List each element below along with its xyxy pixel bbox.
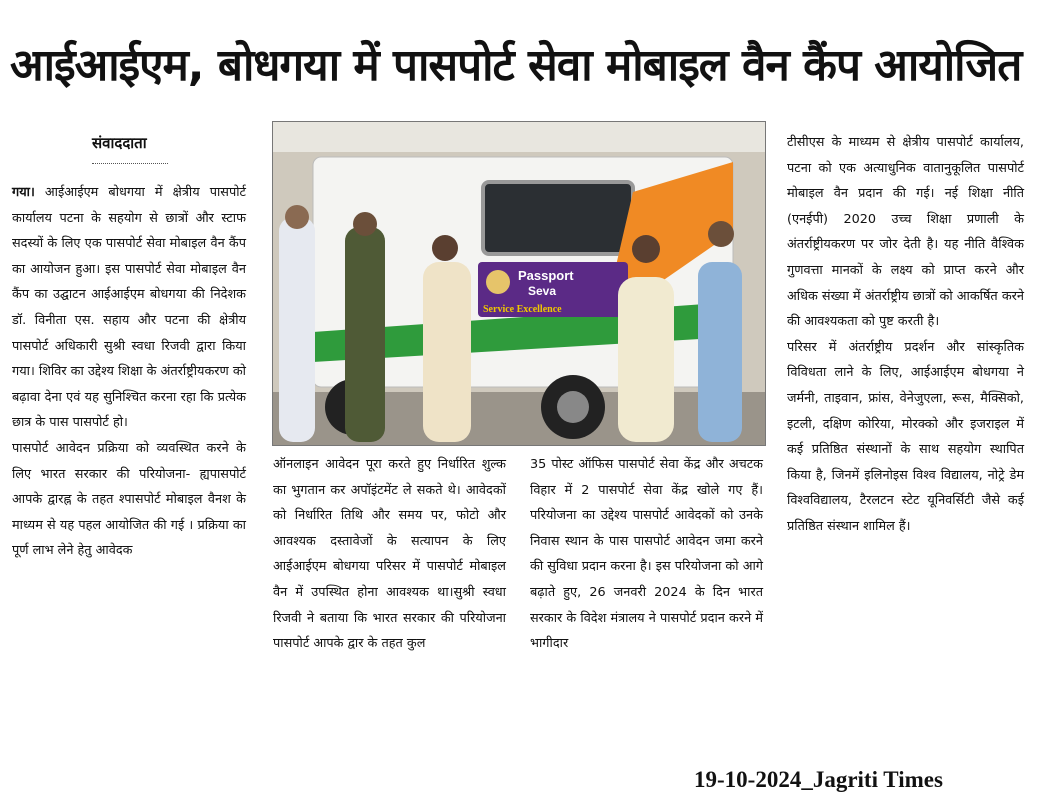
headline: आईआईएम, बोधगया में पासपोर्ट सेवा मोबाइल वैन कैंप आयोजित <box>10 40 1022 91</box>
byline: संवाददाता <box>92 134 147 152</box>
dateline: गया। <box>12 185 35 200</box>
van-text-line1: Passport <box>518 268 574 283</box>
column-1 <box>12 180 246 564</box>
col1-paragraph-2: पासपोर्ट आवेदन प्रक्रिया को व्यवस्थित करने के लिए भारत सरकार की परियोजना- ह्यपासपोर्ट आपके द्वारह्न के तहत श्पासपोर्ट मोबाइल वैनश के माध्यम से यह पहल आयोजित की गई । प्रक्रिया का पूर्ण लाभ लेने हेतु आवेदक <box>12 440 246 559</box>
col2-paragraph: ऑनलाइन आवेदन पूरा करते हुए निर्धारित शुल्क का भुगतान कर अपॉइंटमेंट ले सकते थे। आवेदकों को निर्धारित तिथि और समय पर, फोटो और आवश्यक दस्तावेजों के सत्यापन के लिए आईआईएम बोधगया परिसर में पासपोर्ट मोबाइल वैन में उपस्थित होना आवश्यक था।सुश्री स्वधा रिजवी ने बताया कि भारत सरकार की परियोजना पासपोर्ट आपके द्वार के तहत कुल <box>273 457 506 652</box>
van-text-line2: Seva <box>528 284 557 298</box>
col4-paragraph-1: टीसीएस के माध्यम से क्षेत्रीय पासपोर्ट कार्यालय, पटना को एक अत्याधुनिक वातानुकूलित पासपोर्ट मोबाइल वैन प्रदान की गई। नई शिक्षा नीति (एनईपी) 2020 उच्च शिक्षा प्रणाली के अंतर्राष्ट्रीयकरण पर जोर देती है। यह नीति वैश्विक गुणवत्ता मानकों के लक्ष्य को प्राप्त करने और अधिक संख्या में अंतर्राष्ट्रीय छात्रों को आकर्षित करने की आवश्यकता को पुष्ट करती है। <box>787 135 1024 330</box>
col1-paragraph-1: आईआईएम बोधगया में क्षेत्रीय पासपोर्ट कार्यालय पटना के सहयोग से छात्रों और स्टाफ सदस्यों के लिए एक पासपोर्ट सेवा मोबाइल वैन कैंप का आयोजन हुआ। इस पासपोर्ट सेवा मोबाइल वैन कैंप का उद्घाटन आईआईएम बोधगया की निदेशक डॉ. विनीता एस. सहाय और पटना की क्षेत्रीय पासपोर्ट अधिकारी सुश्री स्वधा रिजवी द्वारा किया गया। शिविर का उद्देश्य शिक्षा के अंतर्राष्ट्रीयकरण को बढ़ावा देना एवं यह सुनिश्चित करना रहा कि प्रत्येक छात्र के पास पासपोर्ट हो। <box>12 185 246 431</box>
news-photo <box>272 121 766 446</box>
col3-paragraph: 35 पोस्ट ऑफिस पासपोर्ट सेवा केंद्र और अचटक विहार में 2 पासपोर्ट सेवा केंद्र खोले गए हैं। परियोजना का उद्देश्य पासपोर्ट आवेदकों को उनके निवास स्थान के पास पासपोर्ट आवेदन जमा करने की सुविधा प्रदान करना है। इस परियोजना को आगे बढ़ाते हुए, 26 जनवरी 2024 के दिन भारत सरकार के विदेश मंत्रालय ने पासपोर्ट प्रदान करने में भागीदार <box>530 457 763 652</box>
photo-illustration <box>273 122 765 445</box>
van-tagline: Service Excellence <box>483 304 562 315</box>
byline-rule <box>92 163 168 164</box>
col4-paragraph-2: परिसर में अंतर्राष्ट्रीय प्रदर्शन और सांस्कृतिक विविधता लाने के लिए, आईआईएम बोधगया ने जर्मनी, ताइवान, फ्रांस, वेनेजुएला, रूस, मैक्सिको, इटली, दक्षिण कोरिया, मोरक्को और इजराइल में कई प्रतिष्ठित संस्थानों के साथ सहयोग स्थापित किया है, जिनमें इलिनोइस विश्व विद्यालय, नोट्रे डेम विश्वविद्यालय, टैरलटन स्टेट यूनिवर्सिटी जैसे कई प्रतिष्ठित संस्थान शामिल हैं। <box>787 339 1024 534</box>
footer-source: 19-10-2024_Jagriti Times <box>694 767 943 792</box>
column-3 <box>530 452 763 657</box>
column-4 <box>787 130 1024 540</box>
column-2 <box>273 452 506 657</box>
